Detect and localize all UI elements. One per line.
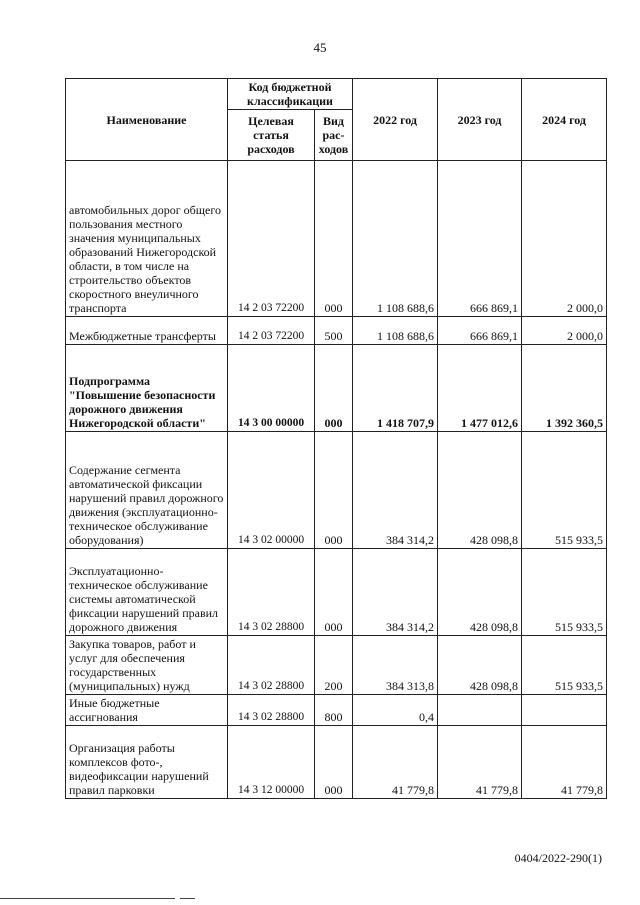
row-value-2023: 428 098,8 — [438, 432, 522, 549]
table-row — [66, 345, 607, 432]
header-target-article: Целевая статья расходов — [228, 110, 315, 161]
table-row — [66, 695, 607, 726]
document-code: 0404/2022-290(1) — [514, 851, 602, 865]
row-value-2023 — [438, 695, 522, 726]
table-row — [66, 549, 607, 636]
row-expense-type: 500 — [315, 317, 353, 345]
row-value-2023: 666 869,1 — [438, 161, 522, 317]
header-code-group: Код бюджетной классификации — [228, 79, 353, 110]
row-expense-type: 000 — [315, 432, 353, 549]
row-value-2022: 0,4 — [353, 695, 438, 726]
table-row — [66, 432, 607, 549]
header-2022: 2022 год — [353, 79, 438, 161]
row-value-2022: 384 314,2 — [353, 432, 438, 549]
row-code: 14 3 02 28800 — [228, 636, 315, 695]
row-value-2024: 515 933,5 — [522, 432, 607, 549]
bottom-rule-right — [180, 898, 195, 899]
row-expense-type: 000 — [315, 726, 353, 799]
row-value-2022: 1 108 688,6 — [353, 317, 438, 345]
row-code: 14 3 02 28800 — [228, 549, 315, 636]
row-name: Организация работы комплексов фото-, видеофиксации нарушений правил парковки — [66, 726, 228, 799]
row-value-2022: 1 418 707,9 — [353, 345, 438, 432]
row-code: 14 3 02 00000 — [228, 432, 315, 549]
row-value-2023: 428 098,8 — [438, 549, 522, 636]
row-value-2024: 1 392 360,5 — [522, 345, 607, 432]
table-row — [66, 726, 607, 799]
row-code: 14 2 03 72200 — [228, 161, 315, 317]
row-code: 14 3 12 00000 — [228, 726, 315, 799]
row-name: Подпрограмма "Повышение безопасности дорожного движения Нижегородской области" — [66, 345, 228, 432]
row-value-2022: 1 108 688,6 — [353, 161, 438, 317]
table-body — [66, 161, 607, 799]
bottom-rule-left — [0, 898, 175, 899]
row-expense-type: 000 — [315, 161, 353, 317]
budget-table — [65, 78, 607, 799]
row-code: 14 2 03 72200 — [228, 317, 315, 345]
table-row — [66, 317, 607, 345]
header-expense-type: Вид рас-ходов — [315, 110, 353, 161]
row-expense-type: 000 — [315, 549, 353, 636]
row-name: Содержание сегмента автоматической фиксации нарушений правил дорожного движения (эксплуатационно-техническое обслуживание оборудования) — [66, 432, 228, 549]
row-name: Эксплуатационно-техническое обслуживание системы автоматической фиксации нарушений правил дорожного движения — [66, 549, 228, 636]
row-name: Межбюджетные трансферты — [66, 317, 228, 345]
row-code: 14 3 02 28800 — [228, 695, 315, 726]
row-name: автомобильных дорог общего пользования местного значения муниципальных образований Нижегородской области, в том числе на строительство объектов скоростного внеуличного транспорта — [66, 161, 228, 317]
row-value-2024: 41 779,8 — [522, 726, 607, 799]
row-value-2024 — [522, 695, 607, 726]
row-value-2024: 2 000,0 — [522, 161, 607, 317]
header-2024: 2024 год — [522, 79, 607, 161]
row-expense-type: 200 — [315, 636, 353, 695]
page-number: 45 — [313, 40, 327, 55]
row-value-2023: 666 869,1 — [438, 317, 522, 345]
header-2023: 2023 год — [438, 79, 522, 161]
row-code: 14 3 00 00000 — [228, 345, 315, 432]
row-value-2022: 384 314,2 — [353, 549, 438, 636]
row-value-2022: 41 779,8 — [353, 726, 438, 799]
row-expense-type: 800 — [315, 695, 353, 726]
header-name: Наименование — [66, 79, 228, 161]
row-name: Закупка товаров, работ и услуг для обеспечения государственных (муниципальных) нужд — [66, 636, 228, 695]
row-value-2023: 41 779,8 — [438, 726, 522, 799]
table-row — [66, 636, 607, 695]
table-row — [66, 161, 607, 317]
row-name: Иные бюджетные ассигнования — [66, 695, 228, 726]
row-value-2023: 1 477 012,6 — [438, 345, 522, 432]
row-value-2023: 428 098,8 — [438, 636, 522, 695]
row-value-2022: 384 313,8 — [353, 636, 438, 695]
row-value-2024: 515 933,5 — [522, 636, 607, 695]
row-expense-type: 000 — [315, 345, 353, 432]
row-value-2024: 515 933,5 — [522, 549, 607, 636]
row-value-2024: 2 000,0 — [522, 317, 607, 345]
